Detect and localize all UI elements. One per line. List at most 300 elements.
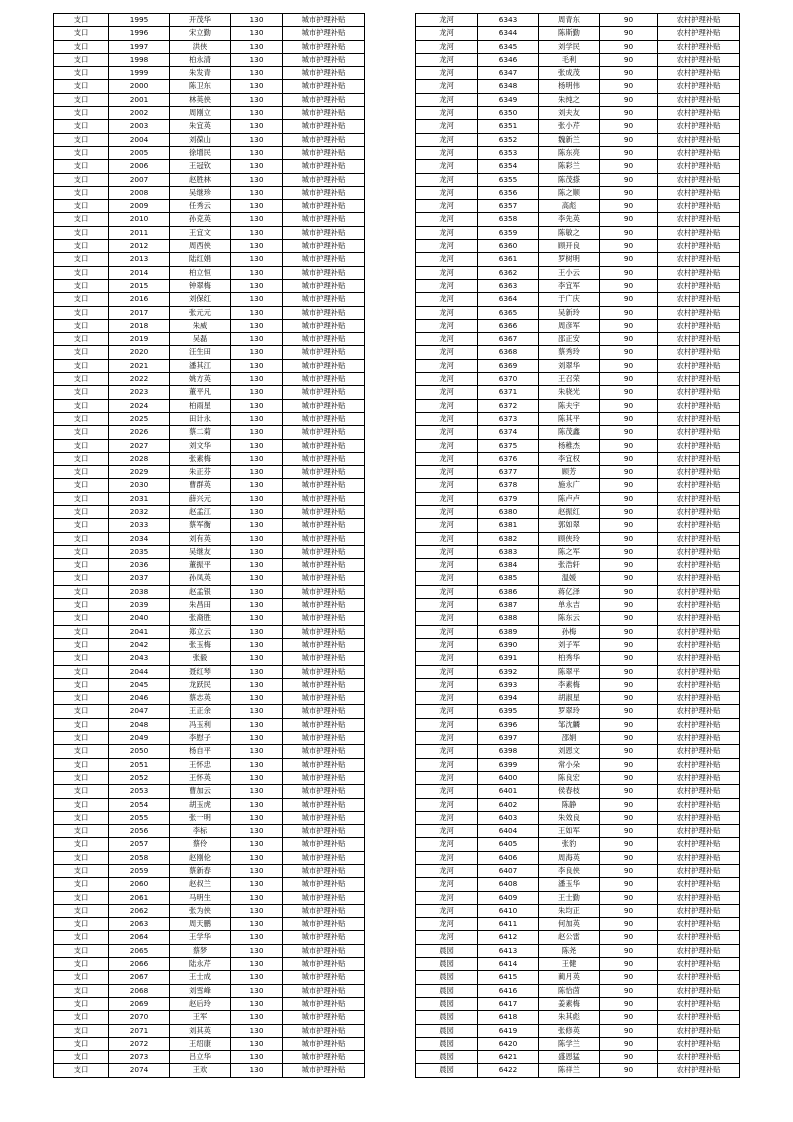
cell-town: 龙河 bbox=[416, 745, 478, 758]
cell-town: 支口 bbox=[54, 133, 109, 146]
cell-name: 钟翠梅 bbox=[170, 279, 231, 292]
cell-name: 张一明 bbox=[170, 811, 231, 824]
cell-name: 王小云 bbox=[539, 266, 600, 279]
cell-number: 2016 bbox=[109, 293, 170, 306]
cell-category: 城市护理补贴 bbox=[283, 27, 365, 40]
cell-amount: 130 bbox=[231, 585, 283, 598]
cell-town: 支口 bbox=[54, 160, 109, 173]
cell-name: 陈祥兰 bbox=[539, 1064, 600, 1077]
cell-category: 城市护理补贴 bbox=[283, 40, 365, 53]
cell-name: 陈之顺 bbox=[539, 186, 600, 199]
cell-town: 支口 bbox=[54, 146, 109, 159]
table-row bbox=[416, 851, 740, 864]
cell-number: 2050 bbox=[109, 745, 170, 758]
cell-name: 陈东亮 bbox=[539, 146, 600, 159]
cell-name: 洪侠 bbox=[170, 40, 231, 53]
cell-name: 朱威 bbox=[170, 319, 231, 332]
table-row bbox=[54, 771, 365, 784]
table-row bbox=[416, 665, 740, 678]
cell-category: 城市护理补贴 bbox=[283, 599, 365, 612]
cell-town: 支口 bbox=[54, 1024, 109, 1037]
cell-name: 李标 bbox=[170, 825, 231, 838]
cell-town: 龙河 bbox=[416, 479, 478, 492]
cell-town: 龙河 bbox=[416, 851, 478, 864]
cell-number: 6397 bbox=[478, 732, 539, 745]
cell-amount: 130 bbox=[231, 67, 283, 80]
cell-number: 2042 bbox=[109, 638, 170, 651]
cell-category: 农村护理补贴 bbox=[658, 1037, 740, 1050]
cell-amount: 130 bbox=[231, 319, 283, 332]
cell-name: 刘有英 bbox=[170, 532, 231, 545]
cell-name: 蔡军衡 bbox=[170, 519, 231, 532]
cell-amount: 90 bbox=[600, 785, 658, 798]
cell-town: 支口 bbox=[54, 652, 109, 665]
cell-category: 城市护理补贴 bbox=[283, 678, 365, 691]
cell-town: 晨园 bbox=[416, 1024, 478, 1037]
cell-name: 李宜军 bbox=[539, 279, 600, 292]
cell-amount: 130 bbox=[231, 213, 283, 226]
cell-amount: 130 bbox=[231, 439, 283, 452]
cell-category: 农村护理补贴 bbox=[658, 399, 740, 412]
cell-category: 城市护理补贴 bbox=[283, 173, 365, 186]
table-row bbox=[54, 984, 365, 997]
table-row bbox=[54, 319, 365, 332]
cell-category: 城市护理补贴 bbox=[283, 718, 365, 731]
cell-amount: 130 bbox=[231, 865, 283, 878]
cell-name: 姜素梅 bbox=[539, 997, 600, 1010]
cell-name: 刘翠华 bbox=[539, 359, 600, 372]
cell-amount: 130 bbox=[231, 572, 283, 585]
cell-category: 城市护理补贴 bbox=[283, 984, 365, 997]
cell-amount: 130 bbox=[231, 426, 283, 439]
cell-name: 周天鹏 bbox=[170, 918, 231, 931]
cell-number: 6388 bbox=[478, 612, 539, 625]
cell-category: 城市护理补贴 bbox=[283, 798, 365, 811]
cell-amount: 90 bbox=[600, 346, 658, 359]
cell-name: 林英侠 bbox=[170, 93, 231, 106]
cell-amount: 90 bbox=[600, 279, 658, 292]
cell-name: 潘玉华 bbox=[539, 878, 600, 891]
cell-number: 2007 bbox=[109, 173, 170, 186]
cell-town: 龙河 bbox=[416, 120, 478, 133]
cell-town: 龙河 bbox=[416, 718, 478, 731]
cell-town: 支口 bbox=[54, 200, 109, 213]
cell-name: 朱纯之 bbox=[539, 93, 600, 106]
cell-category: 城市护理补贴 bbox=[283, 572, 365, 585]
table-row bbox=[416, 14, 740, 27]
cell-number: 6348 bbox=[478, 80, 539, 93]
cell-town: 龙河 bbox=[416, 346, 478, 359]
table-row bbox=[54, 785, 365, 798]
cell-number: 6393 bbox=[478, 678, 539, 691]
cell-name: 汪生田 bbox=[170, 346, 231, 359]
cell-town: 支口 bbox=[54, 492, 109, 505]
cell-town: 支口 bbox=[54, 1011, 109, 1024]
cell-town: 支口 bbox=[54, 665, 109, 678]
cell-name: 于广庆 bbox=[539, 293, 600, 306]
cell-amount: 90 bbox=[600, 1051, 658, 1064]
cell-number: 2018 bbox=[109, 319, 170, 332]
cell-town: 支口 bbox=[54, 505, 109, 518]
cell-town: 龙河 bbox=[416, 160, 478, 173]
cell-name: 龙跃民 bbox=[170, 678, 231, 691]
cell-number: 2027 bbox=[109, 439, 170, 452]
cell-category: 城市护理补贴 bbox=[283, 426, 365, 439]
cell-name: 赵孟江 bbox=[170, 505, 231, 518]
table-row bbox=[54, 67, 365, 80]
cell-category: 城市护理补贴 bbox=[283, 785, 365, 798]
cell-name: 宋立勤 bbox=[170, 27, 231, 40]
cell-number: 6413 bbox=[478, 944, 539, 957]
cell-name: 朱骁光 bbox=[539, 386, 600, 399]
table-row bbox=[416, 120, 740, 133]
table-row bbox=[54, 53, 365, 66]
table-row bbox=[54, 678, 365, 691]
cell-town: 支口 bbox=[54, 931, 109, 944]
cell-town: 晨园 bbox=[416, 971, 478, 984]
cell-category: 城市护理补贴 bbox=[283, 665, 365, 678]
cell-category: 城市护理补贴 bbox=[283, 745, 365, 758]
cell-amount: 130 bbox=[231, 838, 283, 851]
cell-amount: 90 bbox=[600, 492, 658, 505]
cell-amount: 90 bbox=[600, 53, 658, 66]
table-row bbox=[54, 1064, 365, 1077]
cell-name: 陈卢卢 bbox=[539, 492, 600, 505]
cell-name: 柏立恒 bbox=[170, 266, 231, 279]
cell-amount: 90 bbox=[600, 758, 658, 771]
cell-town: 龙河 bbox=[416, 811, 478, 824]
cell-number: 2013 bbox=[109, 253, 170, 266]
cell-name: 杨明伟 bbox=[539, 80, 600, 93]
table-row bbox=[54, 718, 365, 731]
cell-name: 王健 bbox=[539, 958, 600, 971]
cell-name: 柏雨星 bbox=[170, 399, 231, 412]
cell-name: 赵刚伦 bbox=[170, 851, 231, 864]
cell-amount: 90 bbox=[600, 599, 658, 612]
table-row bbox=[54, 306, 365, 319]
cell-name: 陈夫宇 bbox=[539, 399, 600, 412]
cell-number: 2009 bbox=[109, 200, 170, 213]
cell-amount: 130 bbox=[231, 146, 283, 159]
cell-town: 龙河 bbox=[416, 585, 478, 598]
cell-number: 2000 bbox=[109, 80, 170, 93]
cell-category: 城市护理补贴 bbox=[283, 545, 365, 558]
cell-number: 6350 bbox=[478, 107, 539, 120]
cell-number: 2058 bbox=[109, 851, 170, 864]
cell-name: 潘其江 bbox=[170, 359, 231, 372]
cell-name: 朱其彪 bbox=[539, 1011, 600, 1024]
cell-name: 胡玉虎 bbox=[170, 798, 231, 811]
cell-category: 城市护理补贴 bbox=[283, 120, 365, 133]
cell-amount: 130 bbox=[231, 466, 283, 479]
cell-amount: 130 bbox=[231, 452, 283, 465]
table-row bbox=[54, 266, 365, 279]
cell-name: 赵后玲 bbox=[170, 997, 231, 1010]
cell-town: 支口 bbox=[54, 904, 109, 917]
table-row bbox=[416, 931, 740, 944]
cell-category: 城市护理补贴 bbox=[283, 878, 365, 891]
cell-category: 城市护理补贴 bbox=[283, 838, 365, 851]
cell-amount: 130 bbox=[231, 599, 283, 612]
cell-amount: 90 bbox=[600, 200, 658, 213]
cell-amount: 130 bbox=[231, 293, 283, 306]
cell-town: 龙河 bbox=[416, 705, 478, 718]
cell-amount: 90 bbox=[600, 625, 658, 638]
cell-town: 龙河 bbox=[416, 240, 478, 253]
cell-name: 魏新兰 bbox=[539, 133, 600, 146]
cell-town: 龙河 bbox=[416, 652, 478, 665]
cell-name: 杨稚杰 bbox=[539, 439, 600, 452]
cell-number: 2041 bbox=[109, 625, 170, 638]
cell-town: 晨园 bbox=[416, 1011, 478, 1024]
cell-number: 2037 bbox=[109, 572, 170, 585]
cell-name: 罗树明 bbox=[539, 253, 600, 266]
cell-category: 城市护理补贴 bbox=[283, 1037, 365, 1050]
cell-number: 6360 bbox=[478, 240, 539, 253]
cell-amount: 90 bbox=[600, 825, 658, 838]
cell-category: 城市护理补贴 bbox=[283, 266, 365, 279]
cell-number: 2003 bbox=[109, 120, 170, 133]
cell-name: 蔺月英 bbox=[539, 971, 600, 984]
cell-category: 农村护理补贴 bbox=[658, 559, 740, 572]
cell-town: 支口 bbox=[54, 811, 109, 824]
table-row bbox=[54, 878, 365, 891]
cell-town: 支口 bbox=[54, 971, 109, 984]
table-row bbox=[416, 412, 740, 425]
cell-number: 2044 bbox=[109, 665, 170, 678]
cell-town: 龙河 bbox=[416, 359, 478, 372]
cell-number: 2020 bbox=[109, 346, 170, 359]
cell-name: 张修英 bbox=[539, 1024, 600, 1037]
table-row bbox=[416, 1011, 740, 1024]
cell-town: 支口 bbox=[54, 798, 109, 811]
table-row bbox=[416, 878, 740, 891]
cell-number: 6344 bbox=[478, 27, 539, 40]
cell-name: 郭如翠 bbox=[539, 519, 600, 532]
cell-category: 农村护理补贴 bbox=[658, 14, 740, 27]
cell-category: 城市护理补贴 bbox=[283, 944, 365, 957]
cell-town: 支口 bbox=[54, 785, 109, 798]
cell-name: 薛兴元 bbox=[170, 492, 231, 505]
cell-number: 6398 bbox=[478, 745, 539, 758]
cell-town: 支口 bbox=[54, 718, 109, 731]
cell-town: 龙河 bbox=[416, 838, 478, 851]
cell-town: 龙河 bbox=[416, 904, 478, 917]
cell-category: 农村护理补贴 bbox=[658, 319, 740, 332]
cell-amount: 90 bbox=[600, 479, 658, 492]
cell-name: 盛恩猛 bbox=[539, 1051, 600, 1064]
table-row bbox=[416, 107, 740, 120]
cell-name: 张为侠 bbox=[170, 904, 231, 917]
cell-amount: 130 bbox=[231, 386, 283, 399]
cell-number: 2052 bbox=[109, 771, 170, 784]
cell-town: 支口 bbox=[54, 891, 109, 904]
cell-number: 6373 bbox=[478, 412, 539, 425]
cell-number: 6400 bbox=[478, 771, 539, 784]
table-row bbox=[416, 559, 740, 572]
cell-category: 农村护理补贴 bbox=[658, 40, 740, 53]
cell-category: 农村护理补贴 bbox=[658, 200, 740, 213]
cell-name: 蔡二菊 bbox=[170, 426, 231, 439]
cell-category: 农村护理补贴 bbox=[658, 160, 740, 173]
cell-town: 支口 bbox=[54, 27, 109, 40]
cell-amount: 90 bbox=[600, 120, 658, 133]
cell-town: 龙河 bbox=[416, 758, 478, 771]
cell-number: 6410 bbox=[478, 904, 539, 917]
cell-amount: 130 bbox=[231, 133, 283, 146]
cell-amount: 90 bbox=[600, 944, 658, 957]
cell-category: 城市护理补贴 bbox=[283, 279, 365, 292]
cell-category: 农村护理补贴 bbox=[658, 825, 740, 838]
cell-name: 施永广 bbox=[539, 479, 600, 492]
cell-number: 6411 bbox=[478, 918, 539, 931]
table-row bbox=[54, 851, 365, 864]
cell-category: 农村护理补贴 bbox=[658, 452, 740, 465]
table-row bbox=[54, 40, 365, 53]
cell-number: 6369 bbox=[478, 359, 539, 372]
cell-number: 2059 bbox=[109, 865, 170, 878]
cell-name: 李先英 bbox=[539, 213, 600, 226]
cell-town: 龙河 bbox=[416, 785, 478, 798]
cell-number: 2006 bbox=[109, 160, 170, 173]
cell-name: 开茂华 bbox=[170, 14, 231, 27]
cell-category: 农村护理补贴 bbox=[658, 346, 740, 359]
left-table bbox=[53, 13, 365, 1078]
cell-town: 支口 bbox=[54, 439, 109, 452]
cell-category: 城市护理补贴 bbox=[283, 466, 365, 479]
cell-town: 支口 bbox=[54, 359, 109, 372]
table-row bbox=[416, 439, 740, 452]
cell-amount: 90 bbox=[600, 107, 658, 120]
cell-category: 农村护理补贴 bbox=[658, 692, 740, 705]
cell-town: 龙河 bbox=[416, 53, 478, 66]
cell-town: 龙河 bbox=[416, 200, 478, 213]
table-row bbox=[416, 240, 740, 253]
cell-category: 城市护理补贴 bbox=[283, 492, 365, 505]
cell-town: 龙河 bbox=[416, 412, 478, 425]
cell-name: 赵叔兰 bbox=[170, 878, 231, 891]
cell-number: 6401 bbox=[478, 785, 539, 798]
cell-category: 农村护理补贴 bbox=[658, 891, 740, 904]
cell-name: 孙克英 bbox=[170, 213, 231, 226]
table-row bbox=[54, 146, 365, 159]
cell-town: 支口 bbox=[54, 173, 109, 186]
cell-number: 6353 bbox=[478, 146, 539, 159]
cell-category: 农村护理补贴 bbox=[658, 732, 740, 745]
cell-category: 城市护理补贴 bbox=[283, 1064, 365, 1077]
cell-number: 2073 bbox=[109, 1051, 170, 1064]
cell-number: 6389 bbox=[478, 625, 539, 638]
cell-town: 支口 bbox=[54, 771, 109, 784]
cell-category: 农村护理补贴 bbox=[658, 386, 740, 399]
cell-town: 支口 bbox=[54, 120, 109, 133]
cell-category: 农村护理补贴 bbox=[658, 678, 740, 691]
cell-town: 龙河 bbox=[416, 865, 478, 878]
cell-name: 陈恰茵 bbox=[539, 984, 600, 997]
cell-amount: 130 bbox=[231, 971, 283, 984]
cell-category: 农村护理补贴 bbox=[658, 997, 740, 1010]
cell-category: 城市护理补贴 bbox=[283, 692, 365, 705]
cell-number: 6357 bbox=[478, 200, 539, 213]
cell-name: 王欢 bbox=[170, 1064, 231, 1077]
cell-amount: 130 bbox=[231, 997, 283, 1010]
cell-amount: 130 bbox=[231, 771, 283, 784]
cell-town: 龙河 bbox=[416, 505, 478, 518]
cell-amount: 130 bbox=[231, 1011, 283, 1024]
cell-number: 6382 bbox=[478, 532, 539, 545]
table-row bbox=[54, 120, 365, 133]
cell-name: 邹沈麟 bbox=[539, 718, 600, 731]
table-row bbox=[416, 652, 740, 665]
cell-number: 6415 bbox=[478, 971, 539, 984]
cell-town: 龙河 bbox=[416, 492, 478, 505]
cell-category: 城市护理补贴 bbox=[283, 585, 365, 598]
table-row bbox=[54, 665, 365, 678]
cell-category: 农村护理补贴 bbox=[658, 240, 740, 253]
cell-town: 支口 bbox=[54, 386, 109, 399]
table-row bbox=[416, 572, 740, 585]
cell-amount: 90 bbox=[600, 705, 658, 718]
cell-name: 王正余 bbox=[170, 705, 231, 718]
cell-town: 龙河 bbox=[416, 226, 478, 239]
table-row bbox=[54, 758, 365, 771]
cell-number: 2063 bbox=[109, 918, 170, 931]
cell-town: 支口 bbox=[54, 612, 109, 625]
cell-amount: 130 bbox=[231, 253, 283, 266]
cell-category: 城市护理补贴 bbox=[283, 559, 365, 572]
cell-category: 农村护理补贴 bbox=[658, 173, 740, 186]
cell-name: 单永吉 bbox=[539, 599, 600, 612]
cell-number: 2072 bbox=[109, 1037, 170, 1050]
cell-amount: 130 bbox=[231, 904, 283, 917]
table-row bbox=[416, 785, 740, 798]
cell-town: 支口 bbox=[54, 825, 109, 838]
table-row bbox=[416, 466, 740, 479]
table-row bbox=[54, 838, 365, 851]
table-row bbox=[416, 40, 740, 53]
cell-name: 曹加云 bbox=[170, 785, 231, 798]
cell-amount: 90 bbox=[600, 186, 658, 199]
cell-number: 6343 bbox=[478, 14, 539, 27]
cell-amount: 90 bbox=[600, 958, 658, 971]
table-row bbox=[416, 186, 740, 199]
cell-town: 支口 bbox=[54, 226, 109, 239]
cell-number: 2067 bbox=[109, 971, 170, 984]
cell-town: 龙河 bbox=[416, 293, 478, 306]
cell-town: 支口 bbox=[54, 559, 109, 572]
cell-category: 农村护理补贴 bbox=[658, 146, 740, 159]
cell-amount: 90 bbox=[600, 838, 658, 851]
cell-category: 城市护理补贴 bbox=[283, 399, 365, 412]
cell-number: 6421 bbox=[478, 1051, 539, 1064]
cell-category: 城市护理补贴 bbox=[283, 373, 365, 386]
cell-number: 2019 bbox=[109, 333, 170, 346]
table-row bbox=[416, 133, 740, 146]
cell-number: 6394 bbox=[478, 692, 539, 705]
table-row bbox=[416, 638, 740, 651]
cell-number: 6379 bbox=[478, 492, 539, 505]
table-row bbox=[54, 107, 365, 120]
cell-amount: 90 bbox=[600, 891, 658, 904]
cell-amount: 90 bbox=[600, 399, 658, 412]
table-row bbox=[416, 426, 740, 439]
cell-name: 陈卫东 bbox=[170, 80, 231, 93]
cell-category: 农村护理补贴 bbox=[658, 226, 740, 239]
cell-town: 支口 bbox=[54, 519, 109, 532]
cell-amount: 90 bbox=[600, 545, 658, 558]
cell-category: 农村护理补贴 bbox=[658, 120, 740, 133]
cell-number: 2066 bbox=[109, 958, 170, 971]
